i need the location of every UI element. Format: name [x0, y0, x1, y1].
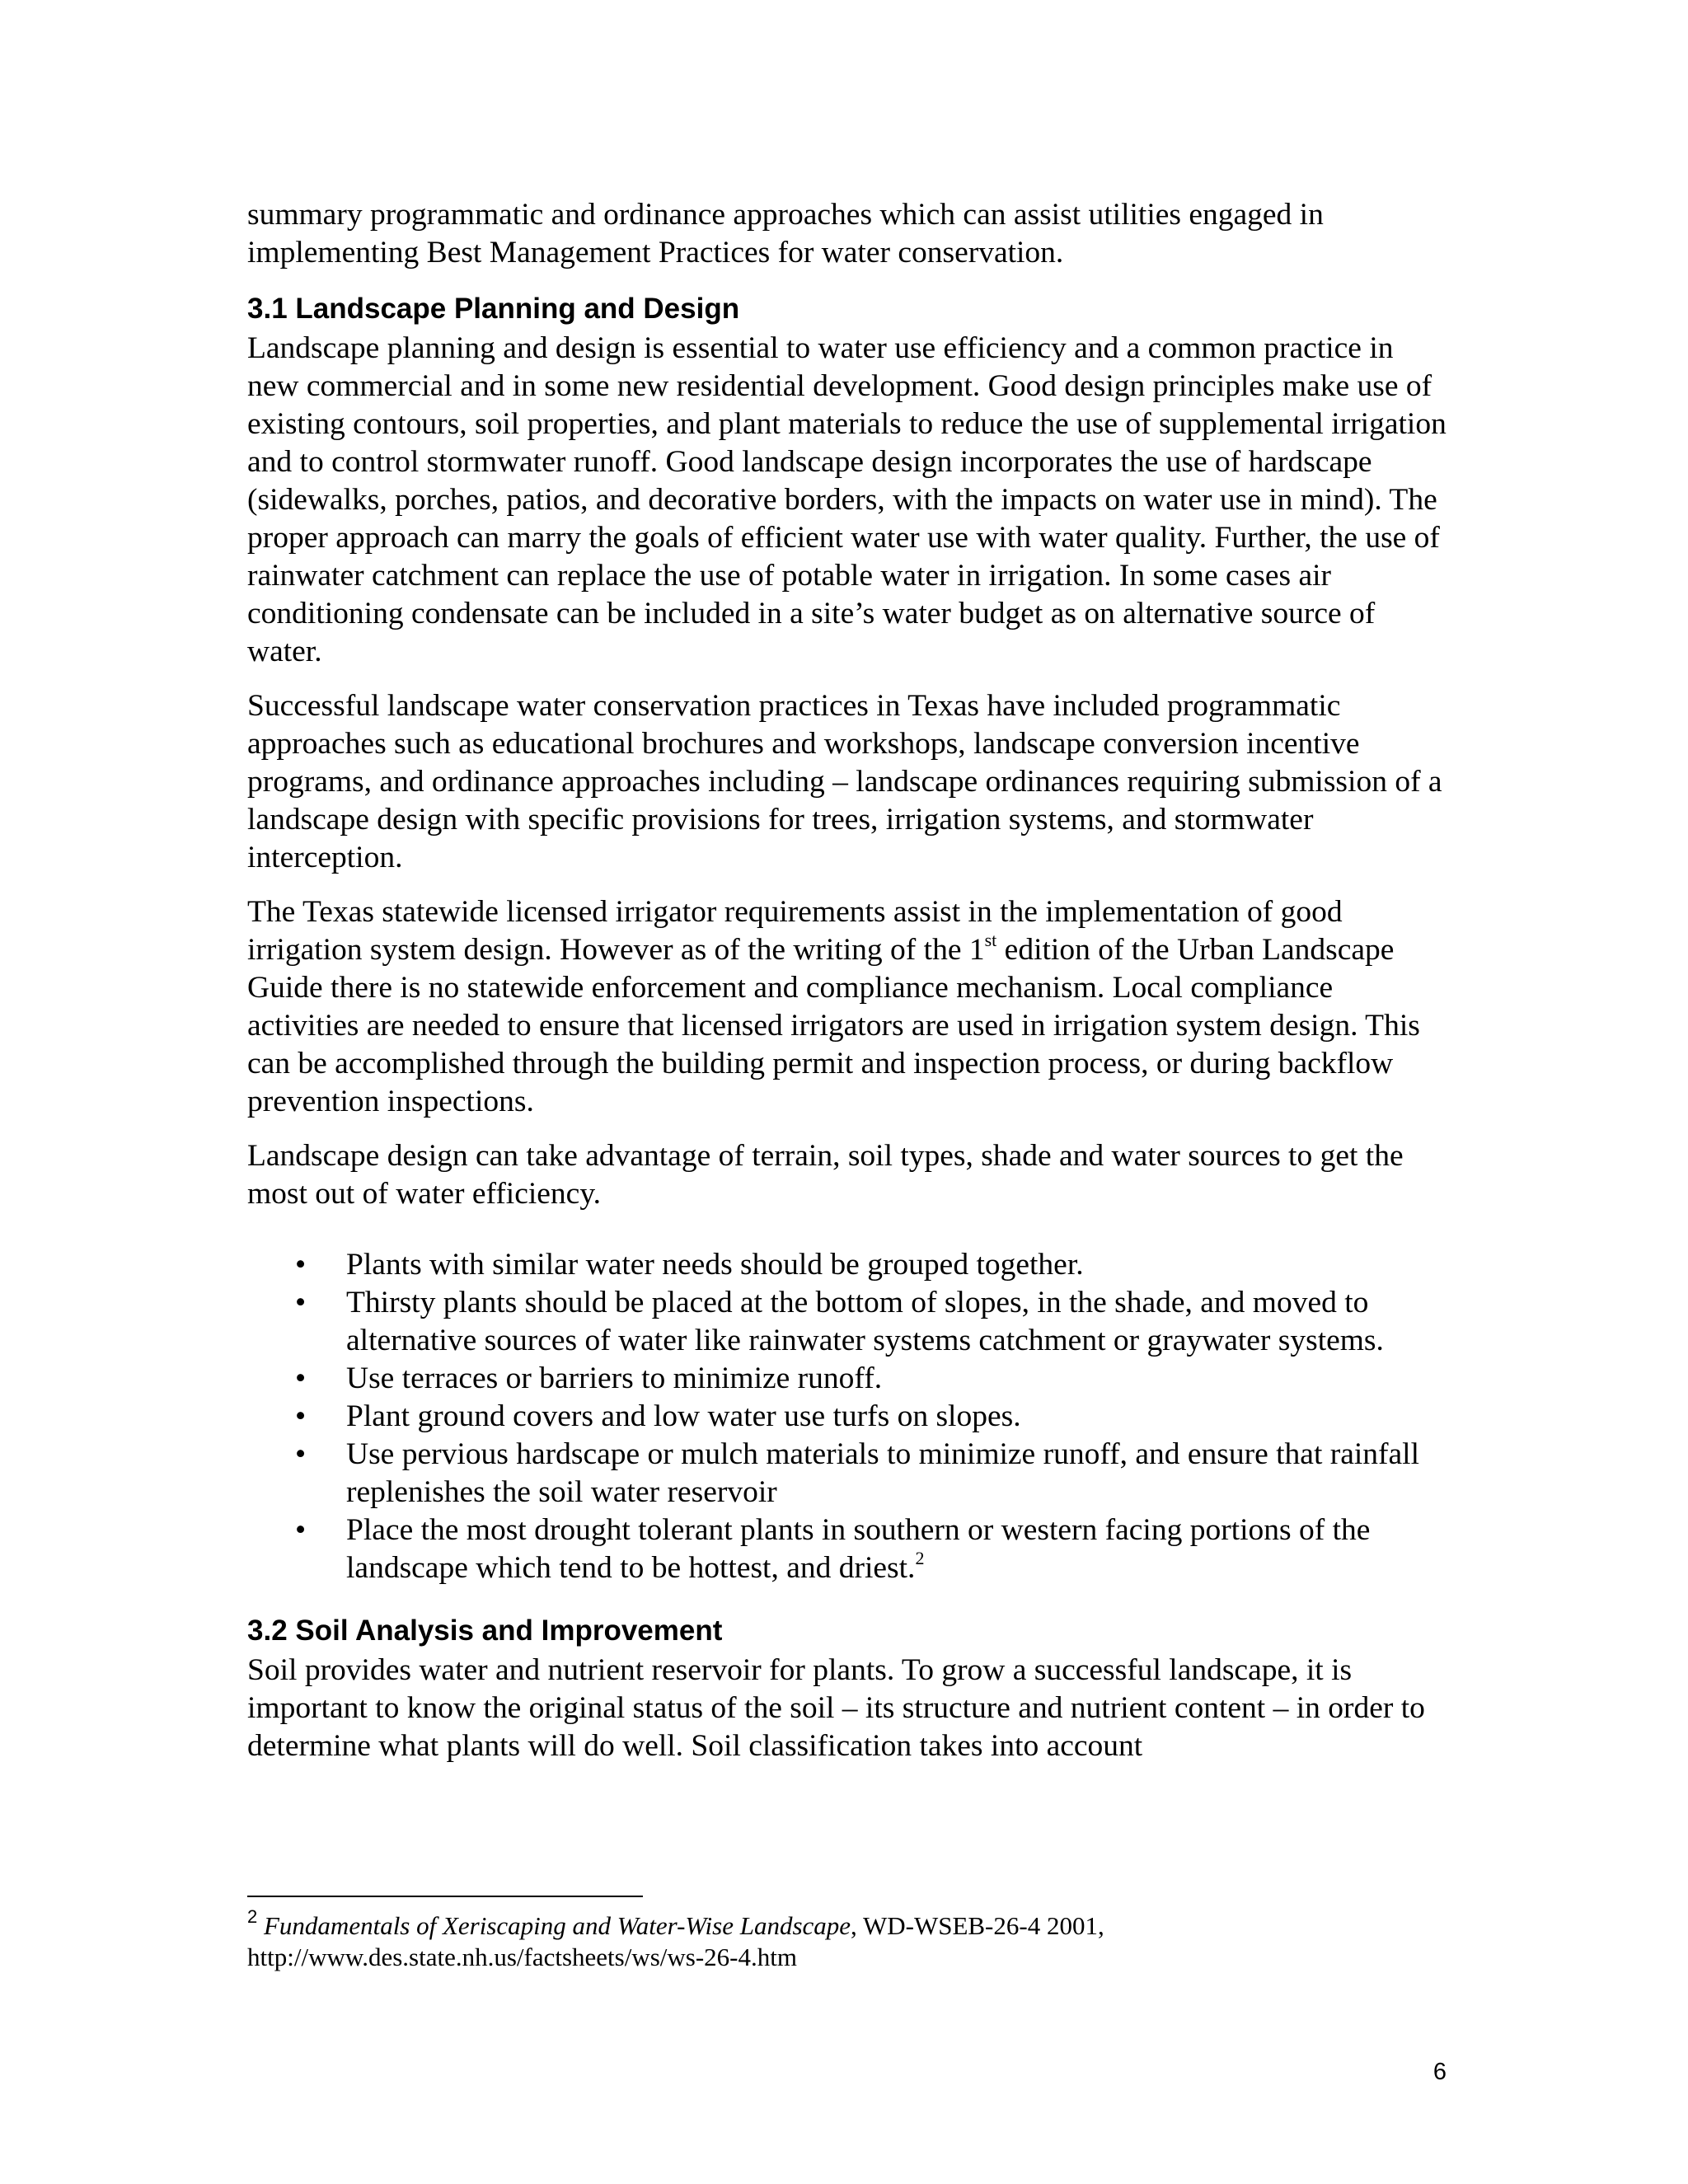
footnote [247, 1906, 1451, 1973]
bullet-icon: • [295, 1248, 307, 1282]
paragraph-landscape-planning: Landscape planning and design is essential to water use efficiency and a common practice in new commercial and in some new residential development. Good design principles make use of existing contours, soil properties, and plant materials to reduce the use of supplemental irrigation and to control stormwater runoff. Good landscape design incorporates the use of hardscape (sidewalks, porches, patios, and decorative borders, with the impacts on water use in mind). The proper approach can marry the goals of efficient water use with water quality. Further, the use of rainwater catchment can replace the use of potable water in irrigation. In some cases air conditioning condensate can be included in a site’s water budget as on alternative source of water. [247, 331, 1447, 668]
footnote-title: Fundamentals of Xeriscaping and Water-Wise Landscape [264, 1911, 851, 1940]
list-item-text: Plant ground covers and low water use turfs on slopes. [346, 1399, 1021, 1433]
bullet-icon: • [295, 1399, 307, 1433]
section-heading-soil-analysis: 3.2 Soil Analysis and Improvement [247, 1615, 723, 1647]
list-item [247, 1511, 1451, 1587]
section-heading-landscape-planning: 3.1 Landscape Planning and Design [247, 293, 740, 325]
footnote-details: , WD-WSEB-26-4 2001, [851, 1911, 1104, 1940]
bullet-icon: • [295, 1437, 307, 1471]
paragraph-licensed-irrigator [247, 893, 1451, 1121]
list-item [247, 1246, 1451, 1284]
ordinal-superscript: st [984, 930, 997, 950]
footnote-url-link[interactable]: http://www.des.state.nh.us/factsheets/ws/ws-26-4.htm [247, 1943, 797, 1971]
paragraph-soil-analysis: Soil provides water and nutrient reservoir for plants. To grow a successful landscape, it is important to know the original status of the soil – its structure and nutrient content – in order to determine what plants will do well. Soil classification takes into account [247, 1653, 1425, 1763]
page-body [247, 196, 1451, 1765]
irrigator-text-before: The Texas statewide licensed irrigator requirements assist in the implementation of good irrigation system design. However as of the writing of the 1 [247, 895, 1343, 967]
paragraph-conservation-practices: Successful landscape water conservation practices in Texas have included programmatic approaches such as educational brochures and workshops, landscape conversion incentive programs, and ordinance approaches including – landscape ordinances requiring submission of a landscape design with specific provisions for trees, irrigation systems, and stormwater interception. [247, 689, 1442, 874]
list-item [247, 1284, 1451, 1360]
bullet-icon: • [295, 1361, 307, 1395]
list-item-text: Plants with similar water needs should be grouped together. [346, 1248, 1084, 1282]
list-item-text: Place the most drought tolerant plants in southern or western facing portions of the landscape which tend to be hottest, and driest. [346, 1513, 1371, 1585]
design-tips-list [247, 1246, 1451, 1587]
list-item-text: Use pervious hardscape or mulch materials to minimize runoff, and ensure that rainfall replenishes the soil water reservoir [346, 1437, 1420, 1509]
list-item-text: Use terraces or barriers to minimize runoff. [346, 1361, 883, 1395]
bullet-icon: • [295, 1286, 307, 1319]
page-number: 6 [1432, 2059, 1447, 2085]
paragraph-terrain-design: Landscape design can take advantage of terrain, soil types, shade and water sources to get the most out of water efficiency. [247, 1139, 1404, 1211]
list-item-text: Thirsty plants should be placed at the bottom of slopes, in the shade, and moved to alternative sources of water like rainwater systems catchment or graywater systems. [346, 1286, 1384, 1357]
footnote-reference[interactable]: 2 [915, 1548, 925, 1568]
footnote-number: 2 [247, 1906, 258, 1927]
list-item [247, 1398, 1451, 1436]
list-item [247, 1360, 1451, 1398]
list-item [247, 1436, 1451, 1511]
intro-paragraph: summary programmatic and ordinance approaches which can assist utilities engaged in implementing Best Management Practices for water conservation. [247, 198, 1324, 269]
footnote-divider [247, 1896, 643, 1897]
bullet-icon: • [295, 1513, 307, 1547]
irrigator-text-after: edition of the Urban Landscape Guide there is no statewide enforcement and compliance mechanism. Local compliance activities are needed to ensure that licensed irrigators are used in irrigation system design. This can be accomplished through the building permit and inspection process, or during backflow prevention inspections. [247, 933, 1420, 1118]
